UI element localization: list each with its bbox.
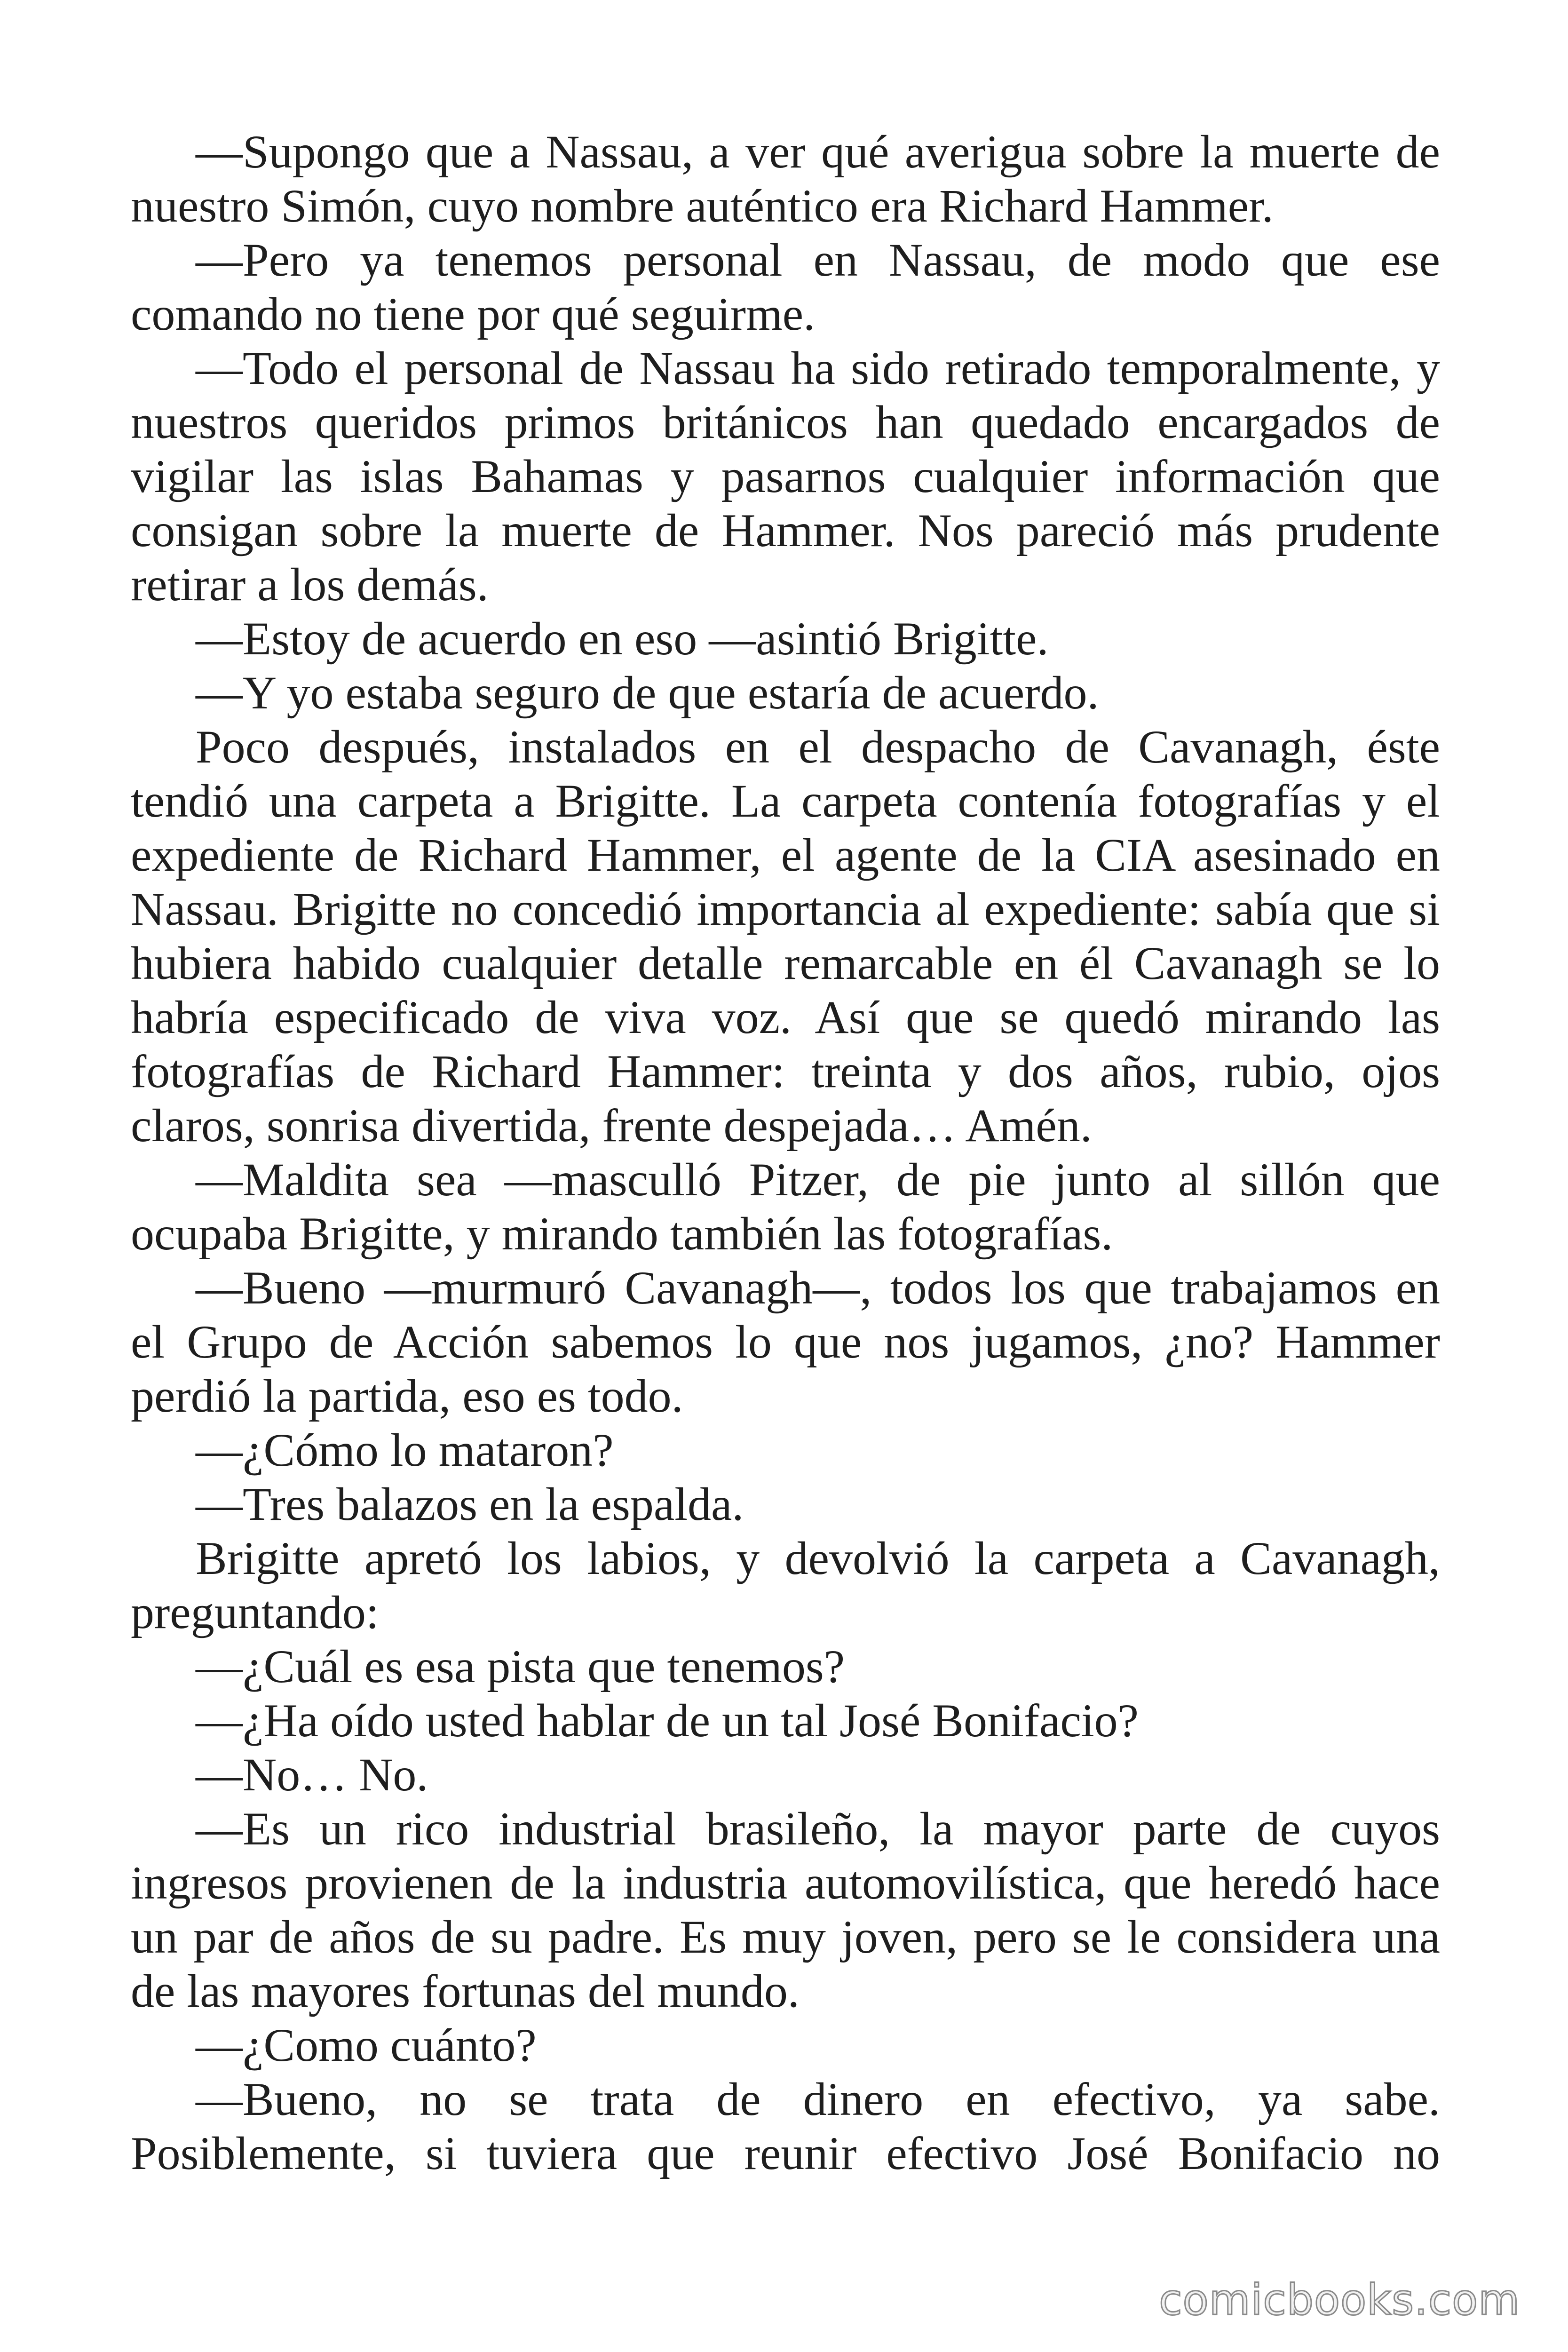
text-line: —Maldita sea —masculló Pitzer, de pie junto al sillón que [196, 1153, 1440, 1206]
text-line: —Bueno —murmuró Cavanagh—, todos los que trabajamos en [196, 1262, 1440, 1314]
paragraph [131, 1477, 1440, 1531]
text-line: —Tres balazos en la espalda. [196, 1478, 744, 1530]
text-line: claros, sonrisa divertida, frente despejada… Amén. [131, 1099, 1092, 1152]
text-line: Posiblemente, si tuviera que reunir efectivo José Bonifacio no [131, 2127, 1440, 2179]
paragraph [131, 341, 1440, 612]
paragraph [131, 1693, 1440, 1748]
text-line: Poco después, instalados en el despacho de Cavanagh, éste [196, 721, 1440, 773]
body-text [131, 125, 1440, 2180]
text-line: ocupaba Brigitte, y mirando también las fotografías. [131, 1208, 1113, 1260]
paragraph [131, 2018, 1440, 2072]
text-line: de las mayores fortunas del mundo. [131, 1965, 800, 2017]
text-line: Brigitte apretó los labios, y devolvió la carpeta a Cavanagh, [196, 1532, 1440, 1584]
watermark: comicbooks.com [1159, 2275, 1520, 2325]
text-line: Nassau. Brigitte no concedió importancia al expediente: sabía que si [131, 883, 1440, 935]
text-line: —Supongo que a Nassau, a ver qué averigua sobre la muerte de [196, 126, 1440, 178]
text-line: —Estoy de acuerdo en eso —asintió Brigitte. [196, 612, 1049, 665]
text-line: —¿Como cuánto? [196, 2019, 537, 2071]
paragraph [131, 1423, 1440, 1477]
paragraph [131, 1639, 1440, 1693]
text-line: —No… No. [196, 1748, 428, 1801]
text-line: retirar a los demás. [131, 558, 489, 611]
paragraph [131, 1802, 1440, 2018]
text-line: —¿Cómo lo mataron? [196, 1424, 614, 1476]
text-line: tendió una carpeta a Brigitte. La carpeta contenía fotografías y el [131, 775, 1440, 827]
paragraph [131, 1152, 1440, 1261]
text-line: vigilar las islas Bahamas y pasarnos cualquier información que [131, 450, 1440, 502]
text-line: —¿Ha oído usted hablar de un tal José Bonifacio? [196, 1694, 1139, 1747]
paragraph [131, 720, 1440, 1152]
text-line: hubiera habido cualquier detalle remarcable en él Cavanagh se lo [131, 937, 1440, 989]
text-line: ingresos provienen de la industria automovilística, que heredó hace [131, 1857, 1440, 1909]
paragraph [131, 1748, 1440, 1802]
text-line: habría especificado de viva voz. Así que se quedó mirando las [131, 991, 1440, 1043]
text-line: nuestros queridos primos británicos han quedado encargados de [131, 396, 1440, 448]
text-line: comando no tiene por qué seguirme. [131, 288, 816, 340]
text-line: consigan sobre la muerte de Hammer. Nos pareció más prudente [131, 504, 1440, 556]
text-line: un par de años de su padre. Es muy joven, pero se le considera una [131, 1911, 1440, 1963]
paragraph [131, 666, 1440, 720]
text-line: expediente de Richard Hammer, el agente de la CIA asesinado en [131, 829, 1440, 881]
paragraph [131, 1261, 1440, 1423]
text-line: fotografías de Richard Hammer: treinta y dos años, rubio, ojos [131, 1045, 1440, 1097]
paragraph [131, 125, 1440, 233]
paragraph [131, 2072, 1440, 2180]
text-line: —Pero ya tenemos personal en Nassau, de modo que ese [196, 234, 1440, 286]
paragraph [131, 233, 1440, 341]
text-line: nuestro Simón, cuyo nombre auténtico era Richard Hammer. [131, 180, 1274, 232]
text-line: —Es un rico industrial brasileño, la mayor parte de cuyos [196, 1803, 1440, 1855]
text-line: —Bueno, no se trata de dinero en efectivo, ya sabe. [196, 2073, 1440, 2125]
text-line: perdió la partida, eso es todo. [131, 1370, 683, 1422]
text-line: —Todo el personal de Nassau ha sido retirado temporalmente, y [196, 342, 1440, 394]
text-line: el Grupo de Acción sabemos lo que nos jugamos, ¿no? Hammer [131, 1316, 1440, 1368]
text-line: —Y yo estaba seguro de que estaría de acuerdo. [196, 667, 1099, 719]
paragraph [131, 1531, 1440, 1639]
paragraph [131, 612, 1440, 666]
text-line: preguntando: [131, 1586, 379, 1638]
text-line: —¿Cuál es esa pista que tenemos? [196, 1640, 845, 1692]
